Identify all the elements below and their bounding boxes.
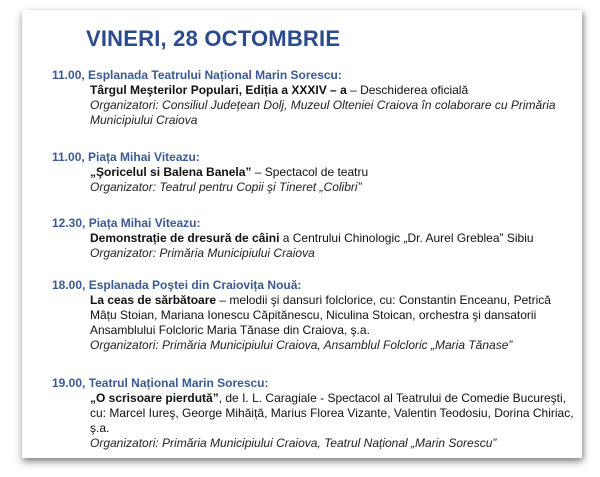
- event-organizers: Organizator: Teatrul pentru Copii şi Tineret „Colibri”: [90, 180, 362, 194]
- event-4: [52, 278, 574, 353]
- event-time-location: 12.30, Piața Mihai Viteazu:: [52, 216, 201, 230]
- event-title: La ceas de sărbătoare: [90, 293, 217, 307]
- event-time-location: 11.00, Piața Mihai Viteazu:: [52, 150, 200, 164]
- event-1: [52, 68, 574, 128]
- event-detail: a Centrului Chinologic „Dr. Aurel Greblea” Sibiu: [279, 231, 534, 245]
- event-time-location: 11.00, Esplanada Teatrului Național Marin Sorescu:: [52, 68, 342, 82]
- event-description: [52, 391, 574, 436]
- event-description: [52, 293, 574, 338]
- event-organizers: Organizatori: Primăria Municipiului Craiova, Teatrul Național „Marin Sorescu”: [90, 436, 497, 450]
- page-title: VINERI, 28 OCTOMBRIE: [86, 26, 341, 51]
- event-detail: , de I. L. Caragiale - Spectacol al Teatrului de Comedie Bucureşti, cu: Marcel Iureş, George Mihăiță, Marius Florea Vizante, Valentin Teodosiu, Dorina Chiriac, ş.a.: [90, 391, 574, 435]
- event-detail: – Spectacol de teatru: [251, 165, 369, 179]
- event-time-location: 18.00, Esplanada Poştei din Craiovița Nouă:: [52, 278, 302, 292]
- event-2: [52, 150, 574, 195]
- event-organizers: Organizatori: Primăria Municipiului Craiova, Ansamblul Folcloric „Maria Tănase”: [90, 338, 513, 352]
- event-detail: – Deschiderea oficială: [346, 83, 469, 97]
- program-page: [22, 10, 582, 458]
- event-organizers: Organizator: Primăria Municipiului Craiova: [90, 246, 315, 260]
- event-3: [52, 216, 574, 261]
- event-5: [52, 376, 574, 451]
- event-title: Demonstrație de dresură de câini: [90, 231, 280, 245]
- event-description: [52, 231, 574, 246]
- event-title: „Şoricelul si Balena Banela”: [90, 165, 252, 179]
- event-title: „O scrisoare pierdută”: [90, 391, 219, 405]
- event-description: [52, 83, 574, 98]
- event-title: Târgul Meşterilor Populari, Ediția a XXXIV – a: [90, 83, 347, 97]
- event-description: [52, 165, 574, 180]
- event-organizers: Organizatori: Consiliul Județean Dolj, Muzeul Olteniei Craiova în colaborare cu Primăria Municipiului Craiova: [90, 98, 556, 127]
- event-detail: – melodii şi dansuri folclorice, cu: Constantin Enceanu, Petrică Mâțu Stoian, Mariana Ionescu Căpitănescu, Niculina Stoican, orchestra şi dansatorii Ansamblului Folcloric Maria Tănase din Craiova, ş.a.: [90, 293, 551, 337]
- event-time-location: 19.00, Teatrul Național Marin Sorescu:: [52, 376, 269, 390]
